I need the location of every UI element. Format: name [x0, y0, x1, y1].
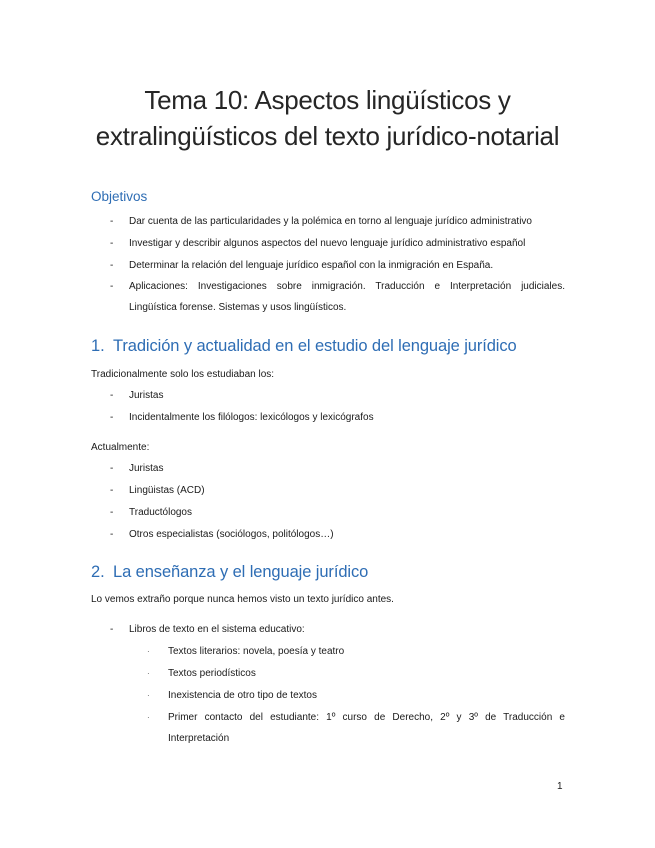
- paragraph: Actualmente:: [91, 442, 150, 453]
- list-item-text: Determinar la relación del lenguaje jurídico español con la inmigración en España.: [129, 260, 494, 271]
- list-item: [110, 211, 565, 232]
- dash-bullet: -: [110, 281, 114, 292]
- sub-bullet: ·: [147, 647, 150, 656]
- document-title: [60, 82, 595, 154]
- section-title: Tradición y actualidad en el estudio del lenguaje jurídico: [113, 337, 517, 355]
- title-line-1: Tema 10: Aspectos lingüísticos y: [144, 85, 511, 115]
- page-number: 1: [557, 781, 563, 792]
- sub-list-item: [147, 641, 565, 662]
- list-item-text: Dar cuenta de las particularidades y la polémica en torno al lenguaje jurídico administrativo: [129, 216, 532, 227]
- paragraph: Tradicionalmente solo los estudiaban los:: [91, 369, 275, 380]
- dash-bullet: -: [110, 390, 114, 401]
- list-item-text: Juristas: [129, 463, 164, 474]
- list-item: [110, 480, 565, 501]
- list-item: [110, 502, 565, 523]
- section-number: 2.: [91, 563, 105, 581]
- dash-bullet: -: [110, 624, 114, 635]
- list-item: [110, 407, 565, 428]
- sub-list-item-text: Textos periodísticos: [168, 668, 256, 679]
- section-title: La enseñanza y el lenguaje jurídico: [113, 563, 369, 581]
- dash-bullet: -: [110, 463, 114, 474]
- paragraph: Lo vemos extraño porque nunca hemos visto un texto jurídico antes.: [91, 594, 394, 605]
- sub-bullet: ·: [147, 669, 150, 678]
- dash-bullet: -: [110, 529, 114, 540]
- section-1-heading: [91, 337, 517, 356]
- dash-bullet: -: [110, 507, 114, 518]
- dash-bullet: -: [110, 412, 114, 423]
- section-2-heading: [91, 563, 368, 582]
- sub-list-item-text: Inexistencia de otro tipo de textos: [168, 690, 317, 701]
- list-item: [110, 385, 565, 406]
- dash-bullet: -: [110, 216, 114, 227]
- list-item: [110, 524, 565, 545]
- sub-list-item-text: Textos literarios: novela, poesía y teatro: [168, 646, 345, 657]
- list-item: [110, 458, 565, 479]
- list-item: [110, 233, 565, 254]
- list-item: [110, 255, 565, 276]
- list-item-text: Traductólogos: [129, 507, 192, 518]
- sub-list-item: [147, 685, 565, 706]
- sub-list-item-text: Primer contacto del estudiante: 1º curso de Derecho, 2º y 3º de Traducción e Interpretación: [168, 712, 565, 744]
- list-item: [110, 619, 565, 640]
- objetivos-heading: Objetivos: [91, 189, 148, 204]
- dash-bullet: -: [110, 485, 114, 496]
- list-item: [110, 276, 565, 318]
- title-line-2: extralingüísticos del texto jurídico-notarial: [95, 121, 560, 151]
- sub-list-item: [147, 663, 565, 684]
- list-item-text: Investigar y describir algunos aspectos del nuevo lenguaje jurídico administrativo español: [129, 238, 526, 249]
- list-item-text: Juristas: [129, 390, 164, 401]
- list-item-text: Incidentalmente los filólogos: lexicólogos y lexicógrafos: [129, 412, 374, 423]
- dash-bullet: -: [110, 238, 114, 249]
- sub-bullet: ·: [147, 713, 150, 722]
- section-number: 1.: [91, 337, 105, 355]
- list-item-text: Otros especialistas (sociólogos, politólogos…): [129, 529, 334, 540]
- sub-list-item: [147, 707, 565, 749]
- sub-bullet: ·: [147, 691, 150, 700]
- dash-bullet: -: [110, 260, 114, 271]
- list-item-text: Aplicaciones: Investigaciones sobre inmigración. Traducción e Interpretación judiciales. Lingüística forense. Sistemas y usos lingüísticos.: [129, 281, 565, 313]
- list-item-text: Libros de texto en el sistema educativo:: [129, 624, 305, 635]
- list-item-text: Lingüistas (ACD): [129, 485, 205, 496]
